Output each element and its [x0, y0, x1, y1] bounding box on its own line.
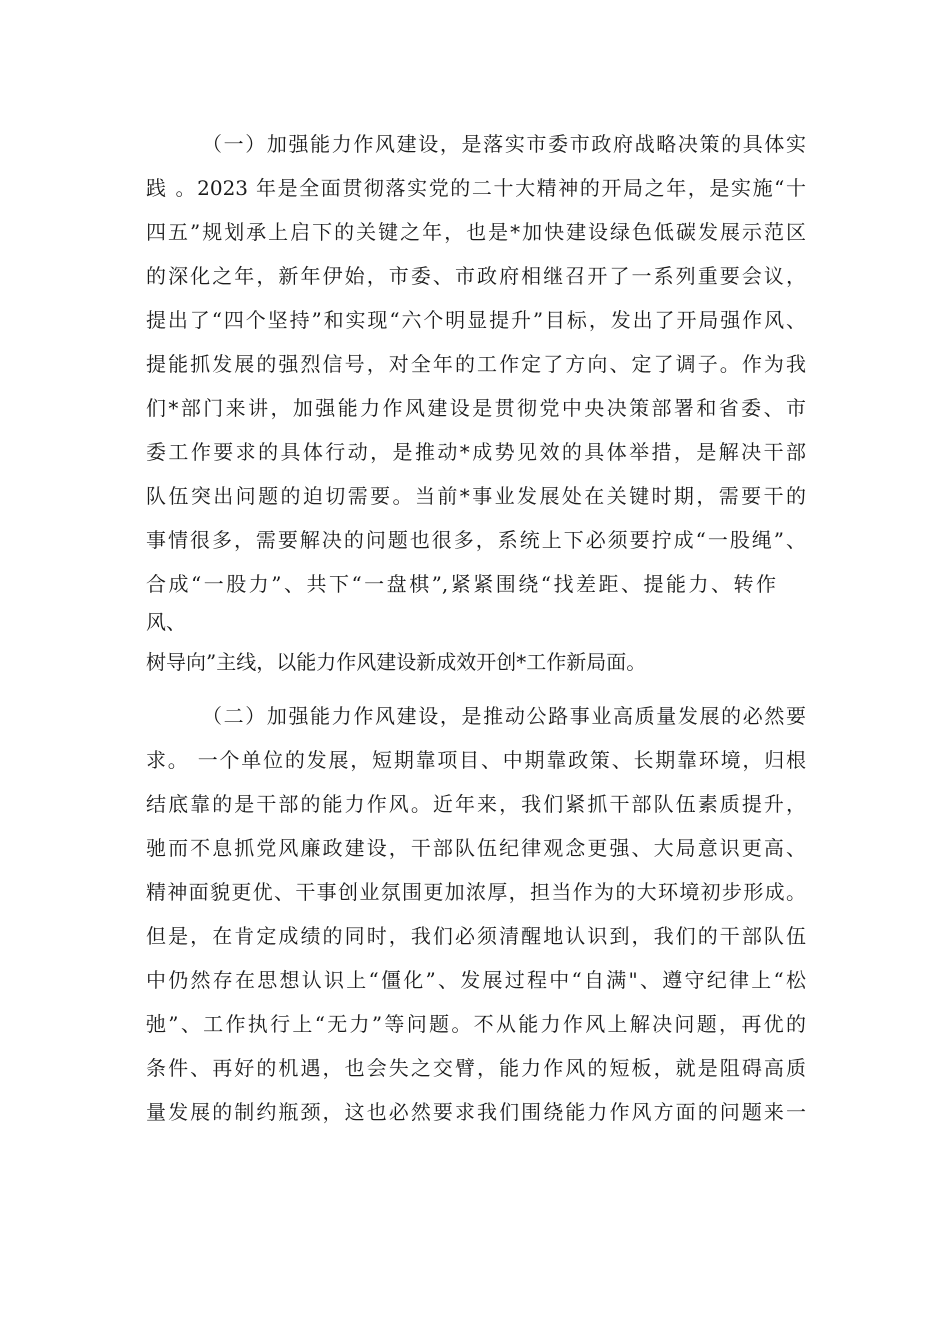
paragraph-1-line-7: 们*部门来讲，加强能力作风建设是贯彻党中央决策部署和省委、市: [146, 396, 806, 420]
paragraph-1-line-1: （一）加强能力作风建设，是落实市委市政府战略决策的具体实: [202, 132, 806, 156]
paragraph-1-line-5: 提出了“四个坚持”和实现“六个明显提升”目标，发出了开局强作风、: [146, 308, 806, 332]
paragraph-1-line-12: 风、: [146, 610, 186, 634]
paragraph-2-line-10: 量发展的制约瓶颈，这也必然要求我们围绕能力作风方面的问题来一: [146, 1100, 806, 1124]
paragraph-2-line-3: 结底靠的是干部的能力作风。近年来，我们紧抓干部队伍素质提升，: [146, 792, 806, 816]
paragraph-1-line-11: 合成“一股力”、共下“一盘棋”,紧紧围绕“找差距、提能力、转作: [146, 572, 776, 596]
paragraph-1-line-3: 四五”规划承上启下的关键之年，也是*加快建设绿色低碳发展示范区: [146, 220, 806, 244]
paragraph-2-line-4: 驰而不息抓党风廉政建设，干部队伍纪律观念更强、大局意识更高、: [146, 836, 806, 860]
paragraph-2-line-9: 条件、再好的机遇，也会失之交臂，能力作风的短板，就是阻碍高质: [146, 1056, 806, 1080]
paragraph-1-line-4: 的深化之年，新年伊始，市委、市政府相继召开了一系列重要会议，: [146, 264, 806, 288]
paragraph-2-line-1: （二）加强能力作风建设，是推动公路事业高质量发展的必然要: [202, 704, 806, 728]
paragraph-2-line-7: 中仍然存在思想认识上“僵化”、发展过程中“自满"、遵守纪律上“松: [146, 968, 806, 992]
paragraph-1-line-13: 树导向”主线，以能力作风建设新成效开创*工作新局面。: [146, 650, 647, 674]
paragraph-1-line-2: 践 。2023 年是全面贯彻落实党的二十大精神的开局之年，是实施“十: [146, 176, 806, 200]
paragraph-2-line-5: 精神面貌更优、干事创业氛围更加浓厚，担当作为的大环境初步形成。: [146, 880, 806, 904]
paragraph-2-line-8: 弛”、工作执行上“无力”等问题。不从能力作风上解决问题，再优的: [146, 1012, 806, 1036]
paragraph-2-line-6: 但是，在肯定成绩的同时，我们必须清醒地认识到，我们的干部队伍: [146, 924, 806, 948]
paragraph-1-line-6: 提能抓发展的强烈信号，对全年的工作定了方向、定了调子。作为我: [146, 352, 806, 376]
paragraph-1-line-10: 事情很多，需要解决的问题也很多，系统上下必须要拧成“一股绳”、: [146, 528, 806, 552]
paragraph-2-line-2: 求。 一个单位的发展，短期靠项目、中期靠政策、长期靠环境，归根: [146, 748, 806, 772]
paragraph-1-line-9: 队伍突出问题的迫切需要。当前*事业发展处在关键时期，需要干的: [146, 484, 806, 508]
paragraph-1-line-8: 委工作要求的具体行动，是推动*成势见效的具体举措，是解决干部: [146, 440, 806, 464]
